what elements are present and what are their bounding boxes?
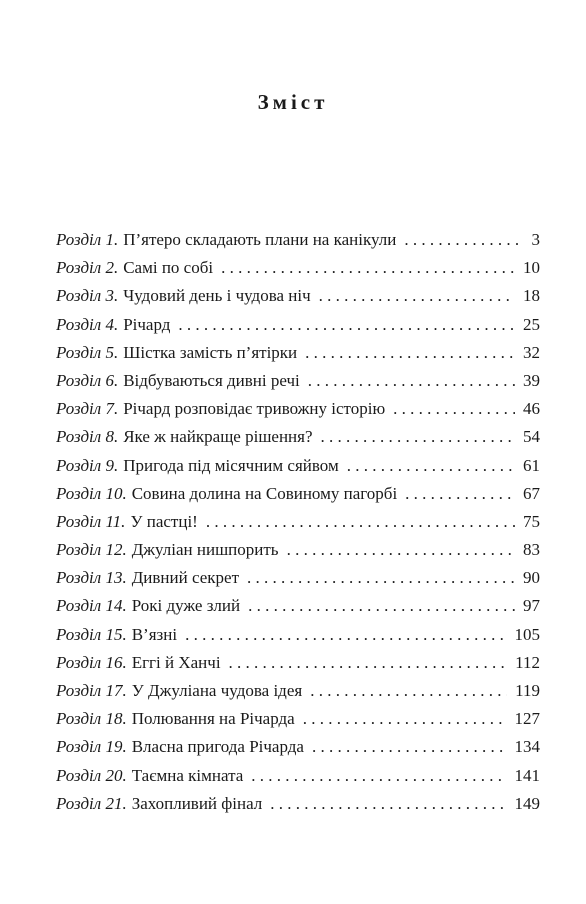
chapter-title: Полювання на Річарда <box>131 709 295 729</box>
chapter-label: Розділ 16. <box>56 652 127 672</box>
page-number: 90 <box>523 568 540 588</box>
dot-leader <box>393 399 515 419</box>
dot-leader <box>221 258 515 278</box>
chapter-title: У Джуліана чудова ідея <box>131 681 303 700</box>
toc-entry <box>56 653 540 681</box>
dot-leader <box>270 794 506 814</box>
page-number: 119 <box>515 681 540 700</box>
chapter-title: Дивний секрет <box>131 568 239 588</box>
dot-leader <box>308 371 515 391</box>
dot-leader <box>312 737 507 757</box>
dot-leader <box>303 709 507 729</box>
page-number: 127 <box>514 709 540 729</box>
chapter-label: Розділ 17. <box>56 681 127 700</box>
page-number: 18 <box>523 286 540 306</box>
toc-entry <box>56 681 540 709</box>
chapter-label: Розділ 7. <box>56 399 119 419</box>
page-number: 112 <box>515 652 540 672</box>
toc-entry <box>56 596 540 624</box>
page-number: 3 <box>531 230 540 249</box>
chapter-label: Розділ 14. <box>56 596 127 616</box>
toc-entry <box>56 456 540 484</box>
page-number: 134 <box>514 737 540 757</box>
chapter-label: Розділ 4. <box>56 314 119 334</box>
page-number: 75 <box>523 511 540 531</box>
chapter-label: Розділ 13. <box>56 568 127 588</box>
chapter-title: Відбуваються дивні речі <box>123 370 300 390</box>
toc-entry <box>56 371 540 399</box>
toc-entry <box>56 709 540 737</box>
chapter-label: Розділ 18. <box>56 709 127 729</box>
page-number: 83 <box>523 540 540 560</box>
chapter-title: У пастці! <box>130 511 198 531</box>
toc-entry <box>56 258 540 286</box>
dot-leader <box>321 427 515 447</box>
toc-entry <box>56 540 540 568</box>
chapter-title: Яке ж найкраще рішення? <box>123 427 313 447</box>
chapter-label: Розділ 15. <box>56 624 127 644</box>
chapter-title: П’ятеро складають плани на канікули <box>123 230 397 249</box>
page-number: 46 <box>523 399 540 419</box>
chapter-label: Розділ 11. <box>56 511 126 531</box>
dot-leader <box>310 681 507 701</box>
toc-entry <box>56 766 540 794</box>
chapter-label: Розділ 1. <box>56 230 119 249</box>
chapter-title: Еггі й Ханчі <box>131 652 221 672</box>
dot-leader <box>247 568 515 588</box>
dot-leader <box>178 315 515 335</box>
toc-entry <box>56 625 540 653</box>
chapter-label: Розділ 9. <box>56 455 119 475</box>
chapter-title: Таємна кімната <box>131 765 244 785</box>
toc-entry <box>56 568 540 596</box>
page-title: Зміст <box>257 90 329 114</box>
chapter-title: Рокі дуже злий <box>131 596 241 616</box>
chapter-title: Совина долина на Совиному пагорбі <box>131 483 398 503</box>
dot-leader <box>347 456 515 476</box>
chapter-label: Розділ 2. <box>56 258 119 278</box>
page-number: 32 <box>523 342 540 362</box>
chapter-label: Розділ 20. <box>56 765 127 785</box>
dot-leader <box>206 512 515 532</box>
chapter-label: Розділ 3. <box>56 286 119 306</box>
page-number: 10 <box>523 258 540 278</box>
page-number: 149 <box>514 793 540 813</box>
dot-leader <box>229 653 508 673</box>
page-number: 105 <box>514 624 540 644</box>
toc-entry <box>56 286 540 314</box>
dot-leader <box>319 286 515 306</box>
chapter-label: Розділ 10. <box>56 483 127 503</box>
chapter-title: Річард <box>123 314 171 334</box>
dot-leader <box>305 343 515 363</box>
table-of-contents <box>56 230 540 822</box>
chapter-title: Шістка замість п’ятірки <box>123 342 298 362</box>
toc-entry <box>56 737 540 765</box>
page-number: 39 <box>523 370 540 390</box>
page-number: 54 <box>523 427 540 447</box>
chapter-title: Річард розповідає тривожну історію <box>123 399 386 419</box>
dot-leader <box>251 766 506 786</box>
toc-entry <box>56 484 540 512</box>
dot-leader <box>185 625 506 645</box>
chapter-label: Розділ 5. <box>56 342 119 362</box>
page-number: 61 <box>523 455 540 475</box>
chapter-label: Розділ 19. <box>56 737 127 757</box>
chapter-title: Власна пригода Річарда <box>131 737 304 757</box>
chapter-label: Розділ 12. <box>56 540 127 560</box>
dot-leader <box>404 230 523 250</box>
toc-entry <box>56 343 540 371</box>
chapter-title: Самі по собі <box>123 258 214 278</box>
toc-entry <box>56 230 540 258</box>
page-number: 141 <box>514 765 540 785</box>
page-number: 67 <box>523 483 540 503</box>
chapter-label: Розділ 8. <box>56 427 119 447</box>
page-number: 25 <box>523 314 540 334</box>
chapter-label: Розділ 6. <box>56 370 119 390</box>
toc-entry <box>56 399 540 427</box>
chapter-title: В’язні <box>131 624 178 644</box>
dot-leader <box>405 484 515 504</box>
toc-entry <box>56 427 540 455</box>
toc-entry <box>56 315 540 343</box>
toc-entry <box>56 794 540 822</box>
chapter-label: Розділ 21. <box>56 793 127 813</box>
chapter-title: Пригода під місячним сяйвом <box>123 455 339 475</box>
page-number: 97 <box>523 596 540 616</box>
chapter-title: Чудовий день і чудова ніч <box>123 286 311 306</box>
toc-entry <box>56 512 540 540</box>
chapter-title: Джуліан нишпорить <box>131 540 279 560</box>
chapter-title: Захопливий фінал <box>131 793 263 813</box>
dot-leader <box>287 540 515 560</box>
dot-leader <box>248 596 515 616</box>
